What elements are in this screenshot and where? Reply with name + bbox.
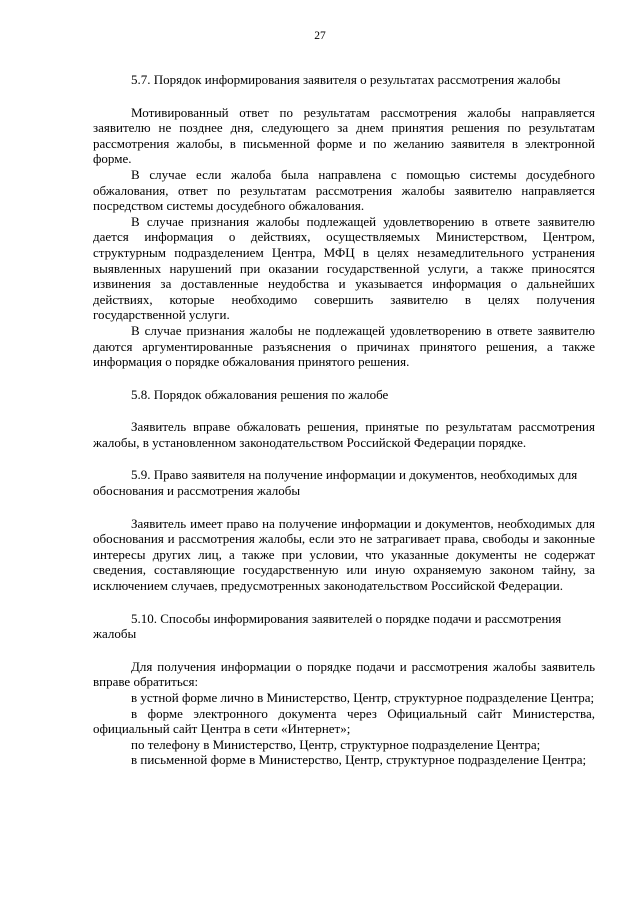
paragraph: Заявитель вправе обжаловать решения, принятые по результатам рассмотрения жалобы, в установленном законодательством Российской Федерации порядке.: [93, 419, 595, 450]
paragraph: Заявитель имеет право на получение информации и документов, необходимых для обоснования и рассмотрения жалобы, если это не затрагивает права, свободы и законные интересы других лиц, а также при условии, что указанные документы не содержат сведения, составляющие государственную или иную охраняемую законом тайну, за исключением случаев, предусмотренных законодательством Российской Федерации.: [93, 515, 595, 594]
paragraph: В случае признания жалобы подлежащей удовлетворению в ответе заявителю дается информация о действиях, осуществляемых Министерством, Центром, структурным подразделением Центра, МФЦ в целях незамедлительного устранения выявленных нарушений при оказании государственной услуги, а также приносятся извинения за доставленные неудобства и указывается информация о дальнейших действиях, которые необходимо совершить заявителю в целях получения государственной услуги.: [93, 213, 595, 323]
list-item: по телефону в Министерство, Центр, структурное подразделение Центра;: [131, 736, 541, 752]
list-item: в письменной форме в Министерство, Центр, структурное подразделение Центра;: [131, 752, 587, 768]
list-item: в форме электронного документа через Официальный сайт Министерства, официальный сайт Центра в сети «Интернет»;: [93, 705, 595, 737]
paragraph: Для получения информации о порядке подачи и рассмотрения жалобы заявитель вправе обратиться:: [93, 658, 595, 690]
section-heading: 5.10. Способы информирования заявителей о порядке подачи и рассмотрения жалобы: [93, 610, 562, 642]
document-body: [93, 72, 595, 768]
section-heading: 5.8. Порядок обжалования решения по жалобе: [131, 386, 389, 402]
paragraph: Мотивированный ответ по результатам рассмотрения жалобы направляется заявителю не позднее дня, следующего за днем принятия решения по результатам рассмотрения жалобы, в письменной форме и по желанию заявителя в электронной форме.: [93, 104, 595, 167]
section-heading: 5.9. Право заявителя на получение информации и документов, необходимых для обоснования и рассмотрения жалобы: [93, 467, 578, 499]
list-item: в устной форме лично в Министерство, Центр, структурное подразделение Центра;: [131, 690, 595, 705]
page-number: 27: [314, 30, 326, 42]
paragraph: В случае если жалоба была направлена с помощью системы досудебного обжалования, ответ по результатам рассмотрения жалобы заявителю направляется посредством системы досудебного обжалования.: [93, 166, 595, 214]
section-heading: 5.7. Порядок информирования заявителя о результатах рассмотрения жалобы: [131, 72, 561, 87]
paragraph: В случае признания жалобы не подлежащей удовлетворению в ответе заявителю даются аргументированные разъяснения о причинах принятого решения, а также информация о порядке обжалования принятого решения.: [93, 322, 595, 370]
